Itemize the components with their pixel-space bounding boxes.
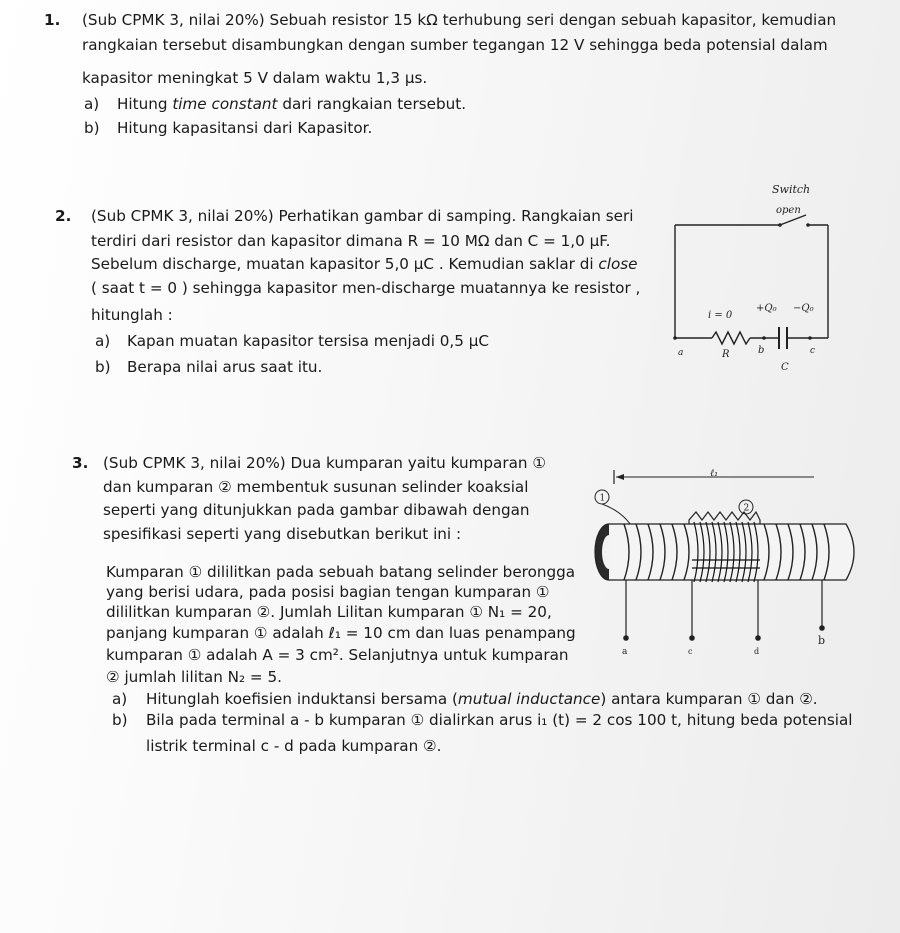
q1-a-text: Hitung time constant dari rangkaian tersebut. xyxy=(117,95,467,113)
q1-line-3: kapasitor meningkat 5 V dalam waktu 1,3 µs. xyxy=(82,69,428,87)
q1-line-2: rangkaian tersebut disambungkan dengan sumber tegangan 12 V sehingga beda potensial dalam xyxy=(82,36,828,54)
node-c-label: c xyxy=(810,346,816,356)
q3-line-9: kumparan ① adalah A = 3 cm². Selanjutnya untuk kumparan xyxy=(106,646,569,664)
q2-a-text: Kapan muatan kapasitor tersisa menjadi 0,5 µC xyxy=(127,332,490,350)
node-a-label: a xyxy=(678,348,684,358)
plus-q-label: +Q₀ xyxy=(756,303,777,314)
q2-number: 2. xyxy=(55,207,72,225)
capacitor-label: C xyxy=(781,362,789,373)
q3-line-4: spesifikasi seperti yang disebutkan berikut ini : xyxy=(103,525,462,543)
current-label: i = 0 xyxy=(708,310,733,321)
q2-a-label: a) xyxy=(95,332,111,350)
q1-b-label: b) xyxy=(84,119,100,137)
q2-line-1: (Sub CPMK 3, nilai 20%) Perhatikan gambar di samping. Rangkaian seri xyxy=(91,207,634,225)
q1-line-1: (Sub CPMK 3, nilai 20%) Sebuah resistor 15 kΩ terhubung seri dengan sebuah kapasitor, kemudian xyxy=(82,11,837,29)
terminal-a-label: a xyxy=(622,647,628,657)
terminal-b-label: b xyxy=(818,634,826,647)
q2-b-label: b) xyxy=(95,358,111,376)
terminal-c-label: c xyxy=(688,647,693,656)
q2-b-text: Berapa nilai arus saat itu. xyxy=(127,358,323,376)
resistor-symbol xyxy=(712,332,750,344)
switch-open-label: open xyxy=(776,205,801,216)
q3-line-6: yang berisi udara, pada posisi bagian tengan kumparan ① xyxy=(106,583,550,601)
length-label: ℓ₁ xyxy=(710,468,719,479)
q2-line-4: ( saat t = 0 ) sehingga kapasitor men-discharge muatannya ke resistor , xyxy=(91,279,641,297)
q1-number: 1. xyxy=(44,11,61,29)
coaxial-coil-diagram xyxy=(584,460,884,660)
switch-label: Switch xyxy=(772,183,811,196)
q3-line-1: (Sub CPMK 3, nilai 20%) Dua kumparan yaitu kumparan ① xyxy=(103,454,546,472)
minus-q-label: −Q₀ xyxy=(793,303,814,314)
q3-b-line-2: listrik terminal c - d pada kumparan ②. xyxy=(146,737,442,755)
q3-line-5: Kumparan ① dililitkan pada sebuah batang selinder berongga xyxy=(106,563,576,581)
q3-line-2: dan kumparan ② membentuk susunan selinder koaksial xyxy=(103,478,529,496)
q3-line-7: dililitkan kumparan ②. Jumlah Lilitan kumparan ① N₁ = 20, xyxy=(106,603,552,621)
terminal-d-label: d xyxy=(754,647,760,656)
rc-circuit-diagram xyxy=(660,175,840,375)
q2-line-2: terdiri dari resistor dan kapasitor dimana R = 10 MΩ dan C = 1,0 µF. xyxy=(91,232,611,250)
switch-blade xyxy=(780,215,806,225)
coil-1-marker: 1 xyxy=(599,493,606,504)
q2-line-3: Sebelum discharge, muatan kapasitor 5,0 µC . Kemudian saklar di close xyxy=(91,255,638,273)
q3-a-text: Hitunglah koefisien induktansi bersama (mutual inductance) antara kumparan ① dan ②. xyxy=(146,690,818,708)
coil-2-marker: 2 xyxy=(743,503,750,514)
node-b-label: b xyxy=(758,345,765,356)
q3-b-line-1: Bila pada terminal a - b kumparan ① dialirkan arus i₁ (t) = 2 cos 100 t, hitung beda potensial xyxy=(146,711,853,729)
q1-a-label: a) xyxy=(84,95,100,113)
q2-line-5: hitunglah : xyxy=(91,306,173,324)
q3-line-3: seperti yang ditunjukkan pada gambar dibawah dengan xyxy=(103,501,530,519)
q1-b-text: Hitung kapasitansi dari Kapasitor. xyxy=(117,119,373,137)
q3-a-label: a) xyxy=(112,690,128,708)
q3-line-8: panjang kumparan ① adalah ℓ₁ = 10 cm dan luas penampang xyxy=(106,624,576,642)
q3-b-label: b) xyxy=(112,711,128,729)
q3-line-10: ② jumlah lilitan N₂ = 5. xyxy=(106,668,282,686)
resistor-label: R xyxy=(722,349,730,360)
q3-number: 3. xyxy=(72,454,89,472)
